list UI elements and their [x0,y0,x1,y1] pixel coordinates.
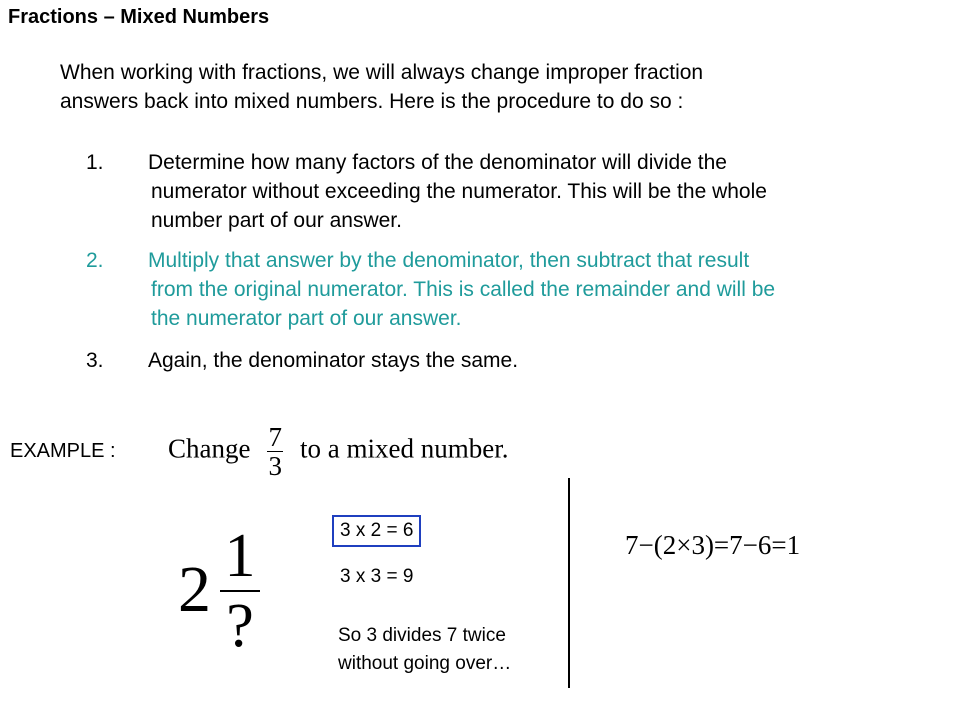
step-number: 3. [86,349,104,372]
mixed-numerator: 1 [224,522,256,590]
step-3 [86,346,518,375]
step-line: Determine how many factors of the denominator will divide the [148,151,727,174]
example-prefix: Change [168,433,251,464]
example-fraction [267,423,283,480]
example-expression [168,423,508,480]
remainder-equation: 7−(2×3)=7−6=1 [625,530,801,560]
intro-paragraph [60,58,703,116]
note-line: without going over… [338,653,512,674]
step-line: number part of our answer. [151,209,402,232]
intro-line: When working with fractions, we will always change improper fraction [60,61,704,84]
step-1 [86,148,767,235]
mixed-fraction [216,522,264,660]
step-line: numerator without exceeding the numerator. This will be the whole [151,180,767,203]
boxed-calculation: 3 x 2 = 6 [332,515,421,547]
step-number: 2. [86,249,104,272]
explanation-note [338,622,511,678]
step-2 [86,246,775,333]
step-line: from the original numerator. This is called the remainder and will be [151,278,776,301]
mixed-whole: 2 [178,553,211,626]
step-line: the numerator part of our answer. [151,307,462,330]
step-line: Again, the denominator stays the same. [148,349,519,372]
vertical-divider [568,478,570,688]
intro-line: answers back into mixed numbers. Here is the procedure to do so : [60,90,684,113]
second-calculation: 3 x 3 = 9 [340,566,414,587]
mixed-denominator: ? [226,592,254,660]
fraction-denominator: 3 [268,451,282,481]
example-suffix: to a mixed number. [299,433,509,464]
step-line: Multiply that answer by the denominator, then subtract that result [148,249,750,272]
step-number: 1. [86,151,104,174]
page-title: Fractions – Mixed Numbers [8,6,270,28]
fraction-numerator: 7 [268,422,282,452]
note-line: So 3 divides 7 twice [338,625,506,646]
example-label: EXAMPLE : [10,440,116,462]
